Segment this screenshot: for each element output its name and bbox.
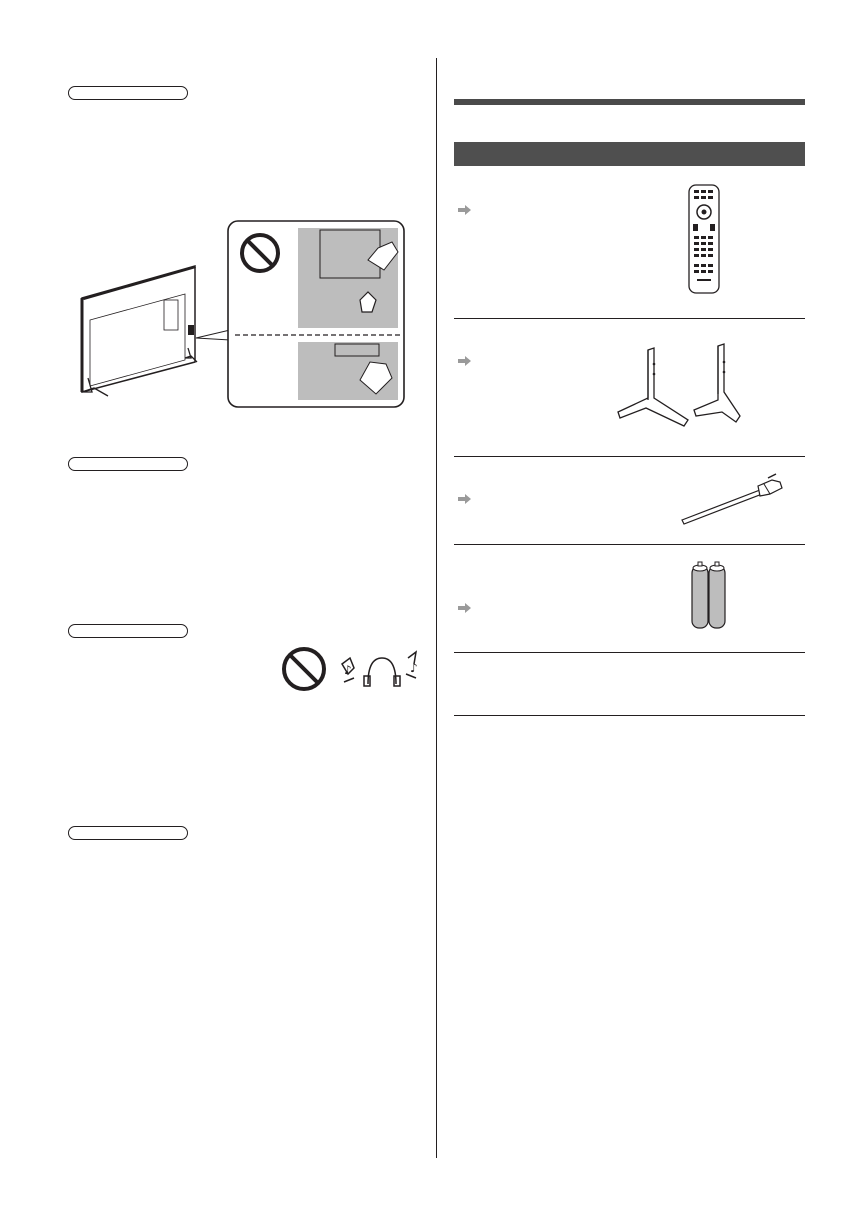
- arrow-right-icon: [458, 205, 472, 215]
- svg-text:♪: ♪: [410, 661, 418, 675]
- section-pill-3: [68, 624, 188, 638]
- headphones-icon: [342, 652, 416, 686]
- arrow-right-icon: [458, 603, 472, 613]
- remote-control-icon: [688, 184, 720, 294]
- column-divider: [436, 58, 437, 1158]
- section-rule: [454, 99, 805, 105]
- section-pill-2: [68, 457, 188, 471]
- arrow-right-icon: [458, 356, 472, 366]
- batteries-icon: [690, 560, 728, 632]
- arrow-right-icon: [458, 494, 472, 504]
- accessory-divider: [454, 456, 805, 457]
- cable-tie-icon: [680, 474, 784, 526]
- accessory-divider: [454, 652, 805, 653]
- accessory-divider: [454, 318, 805, 319]
- headphone-volume-warning-illustration: [282, 644, 422, 694]
- accessories-subheader: [454, 142, 805, 166]
- svg-text:♪: ♪: [344, 663, 352, 677]
- section-pill-4: [68, 826, 188, 840]
- accessory-divider: [454, 715, 805, 716]
- prohibited-icon: [284, 649, 324, 689]
- pedestals-icon: [618, 340, 746, 432]
- accessory-divider: [454, 544, 805, 545]
- tv-rear-illustration: [70, 220, 410, 415]
- section-pill-1: [68, 86, 188, 100]
